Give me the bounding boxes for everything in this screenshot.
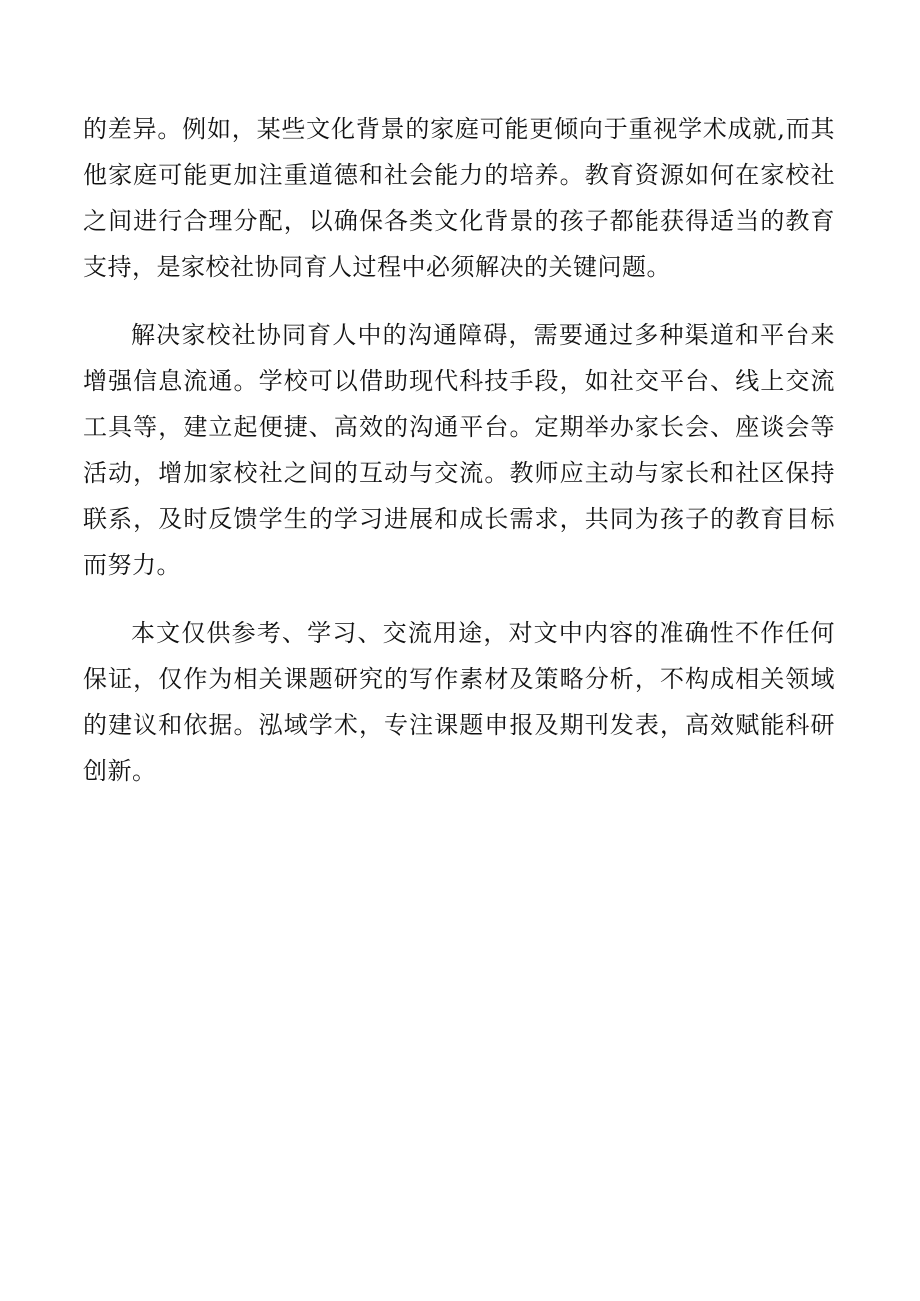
document-body — [83, 106, 835, 816]
paragraph-continuation: 的差异。例如，某些文化背景的家庭可能更倾向于重视学术成就,而其他家庭可能更加注重道德和社会能力的培养。教育资源如何在家校社之间进行合理分配，以确保各类文化背景的孩子都能获得适当的教育支持，是家校社协同育人过程中必须解决的关键问题。 — [83, 115, 835, 281]
paragraph-disclaimer: 本文仅供参考、学习、交流用途，对文中内容的准确性不作任何保证，仅作为相关课题研究的写作素材及策略分析，不构成相关领域的建议和依据。泓域学术，专注课题申报及期刊发表，高效赋能科研创新。 — [83, 619, 835, 785]
paragraph-communication: 解决家校社协同育人中的沟通障碍，需要通过多种渠道和平台来增强信息流通。学校可以借助现代科技手段，如社交平台、线上交流工具等，建立起便捷、高效的沟通平台。定期举办家长会、座谈会等活动，增加家校社之间的互动与交流。教师应主动与家长和社区保持联系，及时反馈学生的学习进展和成长需求，共同为孩子的教育目标而努力。 — [83, 321, 835, 579]
